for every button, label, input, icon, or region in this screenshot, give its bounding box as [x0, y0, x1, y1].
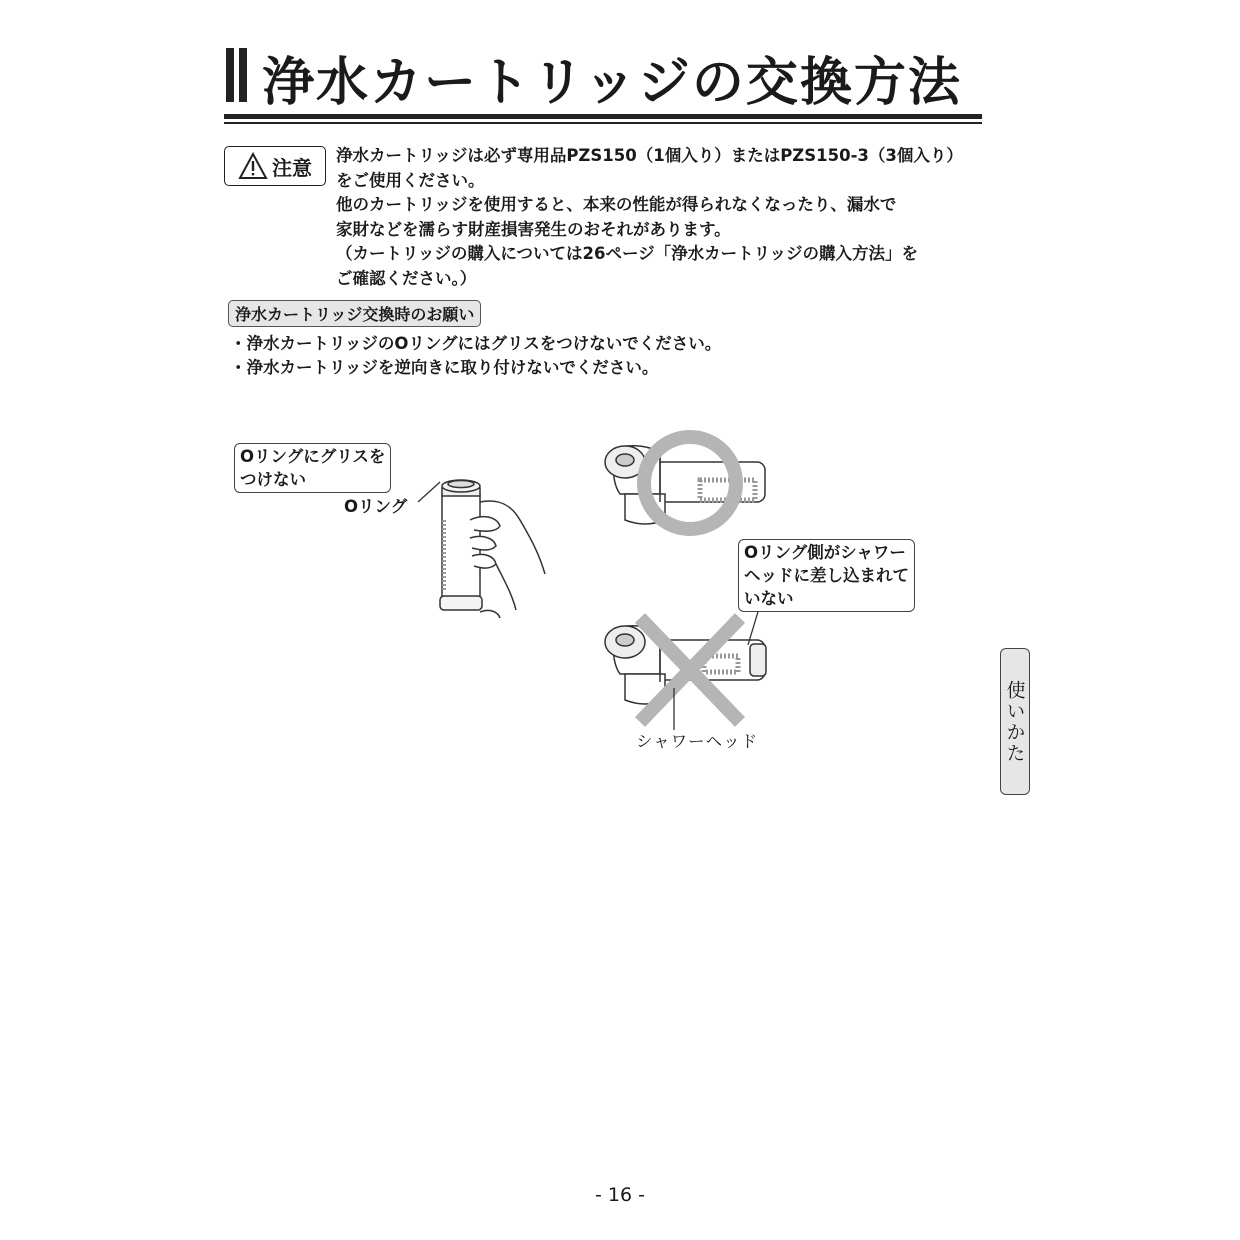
caution-line: をご使用ください。: [336, 170, 485, 190]
o-ring-label: Oリング: [344, 497, 408, 516]
request-item: ・浄水カートリッジを逆向きに取り付けないでください。: [230, 358, 659, 377]
side-tab-label: 使いかた: [1003, 679, 1026, 764]
callout-line: いない: [744, 589, 794, 608]
leader-line: [418, 482, 440, 502]
page-number: - 16 -: [595, 1184, 645, 1206]
request-heading: 浄水カートリッジ交換時のお願い: [228, 300, 481, 327]
callout-line: Oリング側がシャワー: [744, 543, 906, 562]
callout-wrong-direction: [738, 539, 915, 612]
caution-line: 浄水カートリッジは必ず専用品PZS150（1個入り）またはPZS150-3（3個入り）: [336, 146, 963, 165]
cartridge-illustration: [440, 480, 545, 618]
callout-line: Oリングにグリスを: [240, 447, 386, 466]
section-side-tab: [1000, 648, 1030, 795]
request-item: ・浄水カートリッジのOリングにはグリスをつけないでください。: [230, 334, 722, 353]
caution-line: （カートリッジの購入については26ページ「浄水カートリッジの購入方法」を: [336, 244, 918, 263]
caution-line: 家財などを濡らす財産損害発生のおそれがあります。: [336, 219, 731, 239]
callout-line: つけない: [240, 470, 306, 489]
callout-no-grease: [234, 443, 391, 493]
callout-line: ヘッドに差し込まれて: [744, 566, 909, 585]
caution-line: 他のカートリッジを使用すると、本来の性能が得られなくなったり、漏水で: [336, 195, 897, 214]
shower-head-label: シャワーヘッド: [636, 732, 759, 751]
caution-label: 注意: [272, 155, 312, 180]
page-title: 浄水カートリッジの交換方法: [262, 53, 962, 113]
caution-line: ご確認ください。）: [336, 268, 477, 288]
